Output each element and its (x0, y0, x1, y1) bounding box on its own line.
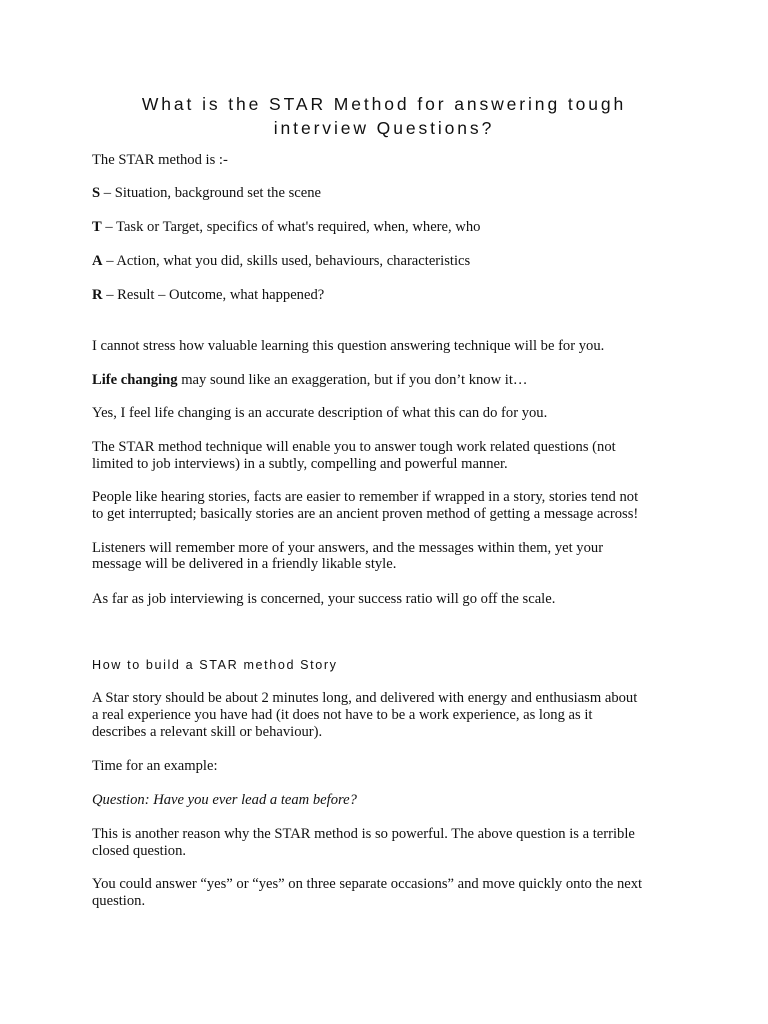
star-item-situation (92, 185, 692, 202)
paragraph-life-changing (92, 372, 692, 389)
paragraph-yes: Yes, I feel life changing is an accurate description of what this can do for you. (92, 405, 548, 421)
paragraph-stories-line-1: People like hearing stories, facts are easier to remember if wrapped in a story, stories tend not (92, 489, 639, 505)
example-question: Question: Have you ever lead a team before? (92, 792, 357, 808)
intro-text: The STAR method is :- (92, 152, 228, 168)
paragraph-example: Time for an example: (92, 758, 218, 774)
star-description: – Result – Outcome, what happened? (102, 287, 325, 303)
star-description: – Action, what you did, skills used, behaviours, characteristics (102, 253, 471, 269)
section-heading: How to build a STAR method Story (92, 658, 338, 672)
paragraph-reason-line-1: This is another reason why the STAR method is so powerful. The above question is a terrible (92, 826, 635, 842)
paragraph-stress: I cannot stress how valuable learning this question answering technique will be for you. (92, 338, 605, 354)
paragraph-technique-line-2: limited to job interviews) in a subtly, compelling and powerful manner. (92, 456, 508, 472)
paragraph-text: may sound like an exaggeration, but if you don’t know it… (177, 372, 528, 388)
paragraph-answer-line-1: You could answer “yes” or “yes” on three separate occasions” and move quickly onto the next (92, 876, 643, 892)
star-item-action (92, 253, 692, 270)
paragraph-listeners-line-2: message will be delivered in a friendly likable style. (92, 556, 397, 572)
page-title (60, 92, 708, 140)
star-item-result (92, 287, 692, 304)
paragraph-listeners-line-1: Listeners will remember more of your answers, and the messages within them, yet your (92, 540, 604, 556)
paragraph-story-line-3: describes a relevant skill or behaviour). (92, 724, 323, 740)
star-letter: R (92, 287, 103, 303)
paragraph-technique-line-1: The STAR method technique will enable you to answer tough work related questions (not (92, 439, 616, 455)
star-letter: T (92, 219, 102, 235)
bold-phrase: Life changing (92, 372, 178, 388)
star-description: – Task or Target, specifics of what's required, when, where, who (101, 219, 481, 235)
star-letter: A (92, 253, 103, 269)
page-title-line-2: interview Questions? (273, 118, 495, 138)
star-letter: S (92, 185, 101, 201)
star-description: – Situation, background set the scene (100, 185, 322, 201)
star-item-task (92, 219, 692, 236)
paragraph-reason-line-2: closed question. (92, 843, 187, 859)
paragraph-answer-line-2: question. (92, 893, 146, 909)
paragraph-story-line-1: A Star story should be about 2 minutes long, and delivered with energy and enthusiasm about (92, 690, 638, 706)
page-title-line-1: What is the STAR Method for answering tough (141, 94, 627, 114)
paragraph-story-line-2: a real experience you have had (it does not have to be a work experience, as long as it (92, 707, 593, 723)
paragraph-success-ratio: As far as job interviewing is concerned, your success ratio will go off the scale. (92, 591, 556, 607)
paragraph-stories-line-2: to get interrupted; basically stories are an ancient proven method of getting a message across! (92, 506, 639, 522)
